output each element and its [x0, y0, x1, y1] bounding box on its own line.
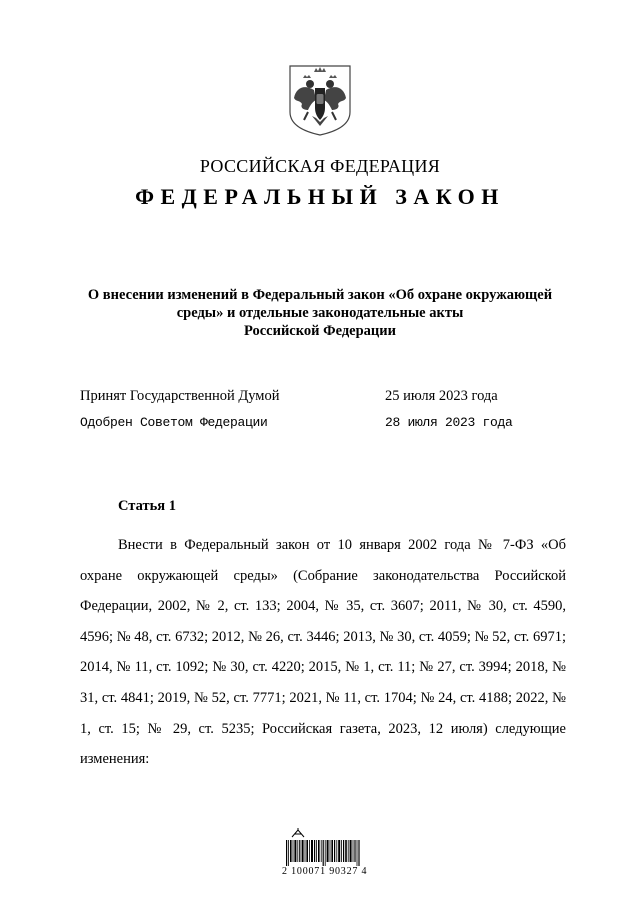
council-approval-date: 28 июля 2023 года [385, 415, 513, 430]
law-title [60, 286, 580, 340]
council-approval-label: Одобрен Советом Федерации [80, 415, 268, 430]
duma-adoption-date: 25 июля 2023 года [385, 388, 498, 404]
law-title-line: О внесении изменений в Федеральный закон «Об охране окружающей [87, 287, 553, 303]
coat-of-arms-icon [288, 64, 352, 136]
article-heading: Статья 1 [118, 498, 176, 514]
stamp-mark-icon [290, 828, 306, 838]
law-title-line: среды» и отдельные законодательные акты [176, 305, 464, 321]
law-title-line: Российской Федерации [243, 323, 396, 339]
article-body-text: Внести в Федеральный закон от 10 января 2002 года № 7-ФЗ «Об охране окружающей среды» (Собрание законодательства Российской Федерации, 2002, № 2, ст. 133; 2004, № 35, ст. 3607; 2011, № 30, ст. 4590, 4596; № 48, ст. 6732; 2012, № 26, ст. 3446; 2013, № 30, ст. 4059; № 52, ст. 6971; 2014, № 11, ст. 1092; № 30, ст. 4220; 2015, № 1, ст. 11; № 27, ст. 3994; 2018, № 31, ст. 4841; 2019, № 52, ст. 7771; 2021, № 11, ст. 1704; № 24, ст. 4188; 2022, № 1, ст. 15; № 29, ст. 5235; Российская газета, 2023, 12 июля) следующие изменения: [80, 537, 566, 768]
document-type-heading: ФЕДЕРАЛЬНЫЙ ЗАКОН [135, 184, 505, 209]
duma-adoption-label: Принят Государственной Думой [80, 388, 280, 404]
barcode-number: 2 100071 90327 4 [282, 866, 368, 877]
country-heading: РОССИЙСКАЯ ФЕДЕРАЦИЯ [199, 156, 441, 176]
